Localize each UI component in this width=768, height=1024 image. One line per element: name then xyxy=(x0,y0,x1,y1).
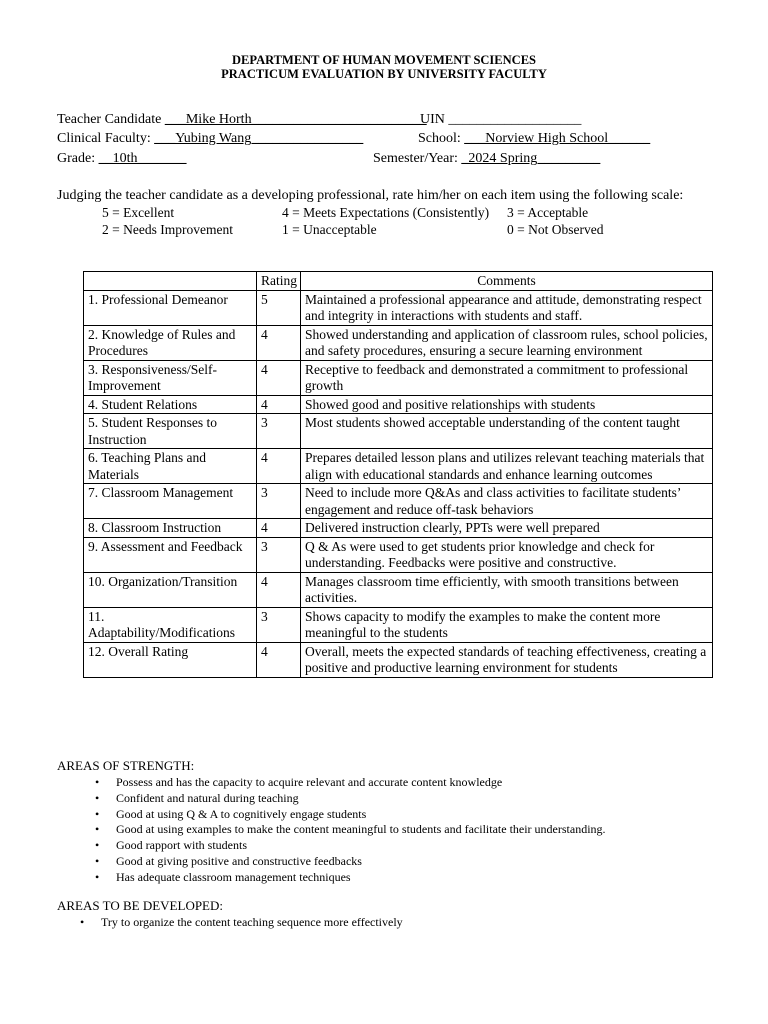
row-rating: 4 xyxy=(257,519,301,538)
row-comment: Overall, meets the expected standards of teaching effectiveness, creating a positive and productive learning environment for students xyxy=(301,642,713,677)
header-comments: Comments xyxy=(301,272,713,291)
list-item: • Good at using Q & A to cognitively engage students xyxy=(95,807,606,823)
grade-label: Grade: xyxy=(57,151,96,166)
list-item: • Good rapport with students xyxy=(95,838,606,854)
list-item: • Try to organize the content teaching sequence more effectively xyxy=(80,915,403,931)
row-rating: 5 xyxy=(257,290,301,325)
header-item xyxy=(84,272,257,291)
row-item: 10. Organization/Transition xyxy=(84,572,257,607)
row-rating: 4 xyxy=(257,449,301,484)
rating-table xyxy=(83,271,713,678)
school-label: School: xyxy=(418,131,461,146)
department-title: DEPARTMENT OF HUMAN MOVEMENT SCIENCES xyxy=(232,53,536,67)
table-row xyxy=(84,484,713,519)
table-row xyxy=(84,537,713,572)
row-comment: Showed good and positive relationships with students xyxy=(301,395,713,414)
row-comment: Showed understanding and application of classroom rules, school policies, and safety procedures, ensuring a secure learning environment xyxy=(301,325,713,360)
semester-row xyxy=(373,150,600,168)
list-item: • Good at using examples to make the content meaningful to students and facilitate their understanding. xyxy=(95,822,606,838)
row-rating: 4 xyxy=(257,642,301,677)
row-item: 7. Classroom Management xyxy=(84,484,257,519)
scale-5: 5 = Excellent xyxy=(102,205,175,220)
row-item: 11. Adaptability/Modifications xyxy=(84,607,257,642)
school-value: ___Norview High School______ xyxy=(464,131,651,146)
row-comment: Need to include more Q&As and class activities to facilitate students’ engagement and reduce off-task behaviors xyxy=(301,484,713,519)
table-row xyxy=(84,395,713,414)
strengths-list xyxy=(95,775,606,886)
table-row xyxy=(84,572,713,607)
row-comment: Manages classroom time efficiently, with smooth transitions between activities. xyxy=(301,572,713,607)
row-rating: 4 xyxy=(257,360,301,395)
table-row xyxy=(84,290,713,325)
scale-3: 3 = Acceptable xyxy=(507,205,589,220)
row-comment: Prepares detailed lesson plans and utilizes relevant teaching materials that align with educational standards and enhance learning outcomes xyxy=(301,449,713,484)
strengths-heading: AREAS OF STRENGTH: xyxy=(57,758,195,773)
scale-1: 1 = Unacceptable xyxy=(282,222,377,237)
row-item: 6. Teaching Plans and Materials xyxy=(84,449,257,484)
scale-0: 0 = Not Observed xyxy=(507,222,604,237)
list-item: • Confident and natural during teaching xyxy=(95,791,606,807)
row-rating: 4 xyxy=(257,395,301,414)
row-rating: 4 xyxy=(257,325,301,360)
develop-heading: AREAS TO BE DEVELOPED: xyxy=(57,898,223,913)
table-row xyxy=(84,607,713,642)
list-item: • Has adequate classroom management techniques xyxy=(95,870,606,886)
row-rating: 3 xyxy=(257,414,301,449)
form-title: PRACTICUM EVALUATION BY UNIVERSITY FACULTY xyxy=(221,67,547,81)
row-comment: Shows capacity to modify the examples to make the content more meaningful to the students xyxy=(301,607,713,642)
row-item: 4. Student Relations xyxy=(84,395,257,414)
instructions-text: Judging the teacher candidate as a developing professional, rate him/her on each item using the following scale: xyxy=(57,188,684,203)
school-row xyxy=(418,130,650,148)
table-row xyxy=(84,360,713,395)
row-item: 1. Professional Demeanor xyxy=(84,290,257,325)
row-comment: Maintained a professional appearance and attitude, demonstrating respect and integrity in interactions with students and staff. xyxy=(301,290,713,325)
table-row xyxy=(84,414,713,449)
table-row xyxy=(84,449,713,484)
row-rating: 3 xyxy=(257,537,301,572)
list-item: • Possess and has the capacity to acquire relevant and accurate content knowledge xyxy=(95,775,606,791)
table-row xyxy=(84,519,713,538)
row-comment: Most students showed acceptable understanding of the content taught xyxy=(301,414,713,449)
teacher-candidate-value: ___Mike Horth_________________________ xyxy=(164,112,427,127)
clinical-faculty-row xyxy=(57,130,363,148)
table-row xyxy=(84,325,713,360)
table-header-row xyxy=(84,272,713,291)
row-rating: 4 xyxy=(257,572,301,607)
row-comment: Receptive to feedback and demonstrated a commitment to professional growth xyxy=(301,360,713,395)
semester-value: _2024 Spring_________ xyxy=(461,151,601,166)
scale-2: 2 = Needs Improvement xyxy=(102,222,233,237)
row-comment: Delivered instruction clearly, PPTs were well prepared xyxy=(301,519,713,538)
grade-value: __10th_______ xyxy=(98,151,187,166)
scale-4: 4 = Meets Expectations (Consistently) xyxy=(282,205,490,220)
list-item: • Good at giving positive and constructive feedbacks xyxy=(95,854,606,870)
develop-list xyxy=(80,915,403,931)
row-item: 2. Knowledge of Rules and Procedures xyxy=(84,325,257,360)
row-item: 8. Classroom Instruction xyxy=(84,519,257,538)
row-item: 3. Responsiveness/Self-Improvement xyxy=(84,360,257,395)
row-rating: 3 xyxy=(257,484,301,519)
grade-row xyxy=(57,150,186,168)
row-comment: Q & As were used to get students prior knowledge and check for understanding. Feedbacks were positive and constructive. xyxy=(301,537,713,572)
row-rating: 3 xyxy=(257,607,301,642)
row-item: 5. Student Responses to Instruction xyxy=(84,414,257,449)
teacher-candidate-row xyxy=(57,111,427,129)
header-rating: Rating xyxy=(257,272,301,291)
row-item: 9. Assessment and Feedback xyxy=(84,537,257,572)
clinical-faculty-label: Clinical Faculty: xyxy=(57,131,151,146)
uin-row xyxy=(420,111,581,129)
row-item: 12. Overall Rating xyxy=(84,642,257,677)
table-row xyxy=(84,642,713,677)
uin-label: UIN xyxy=(420,112,445,127)
uin-value: ___________________ xyxy=(448,112,582,127)
clinical-faculty-value: ___Yubing Wang________________ xyxy=(154,131,364,146)
semester-label: Semester/Year: xyxy=(373,151,458,166)
teacher-candidate-label: Teacher Candidate xyxy=(57,112,162,127)
